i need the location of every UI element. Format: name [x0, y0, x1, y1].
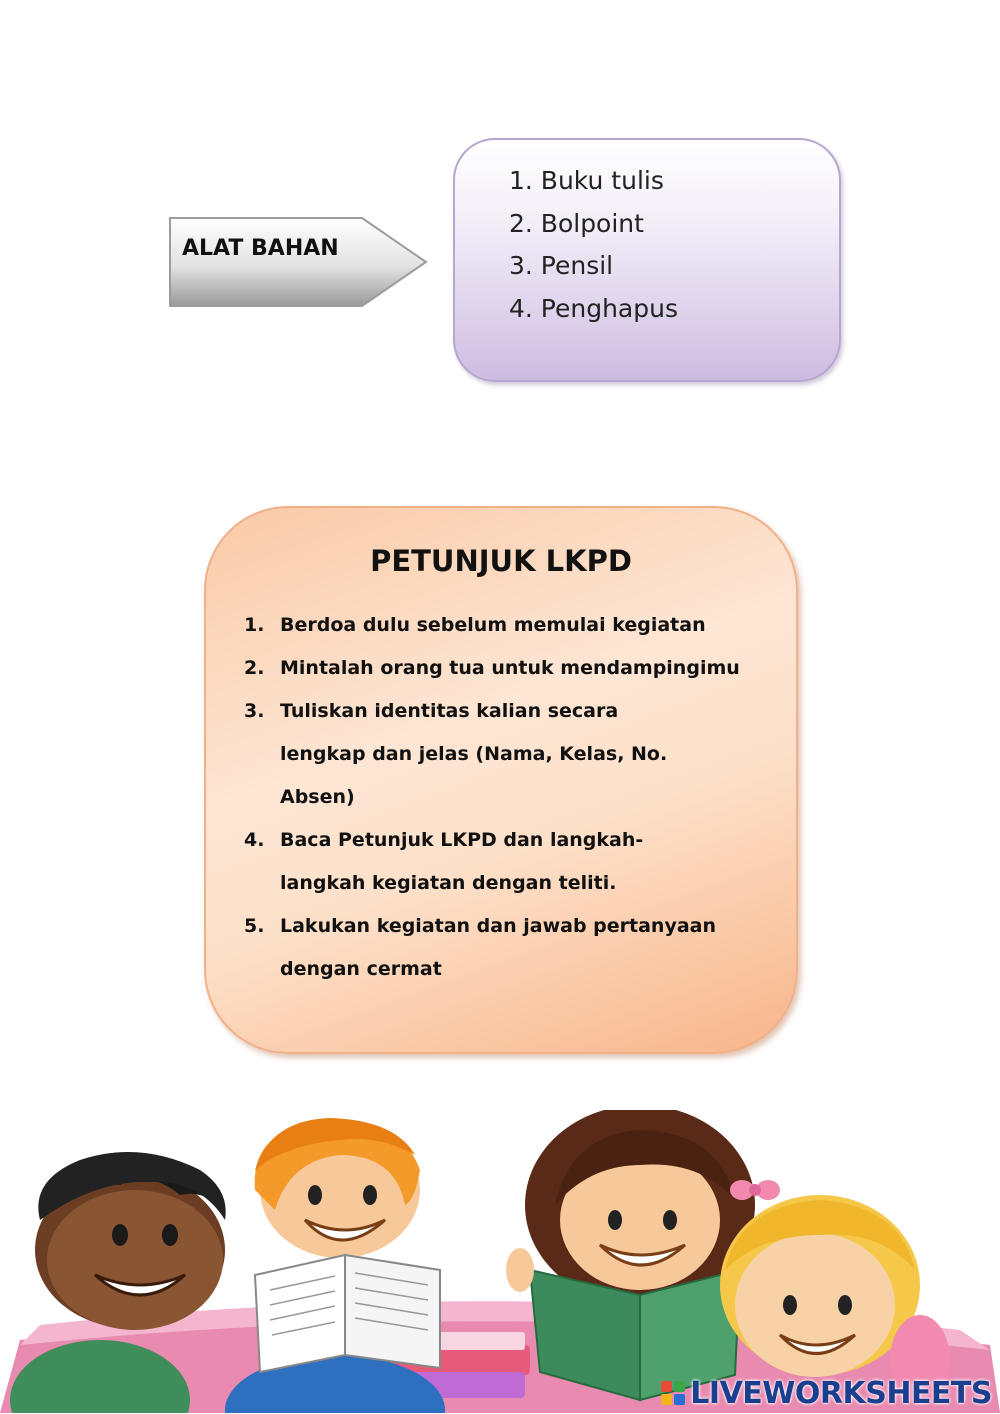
alat-bahan-arrow	[168, 216, 430, 308]
step-number: 5.	[244, 915, 265, 937]
material-item: 2. Bolpoint	[509, 208, 644, 238]
step-text: Mintalah orang tua untuk mendampingimu	[280, 657, 740, 679]
liveworksheets-watermark	[660, 1376, 992, 1411]
step-text: Baca Petunjuk LKPD dan langkah-langkah kegiatan dengan teliti.	[280, 829, 644, 894]
petunjuk-card	[204, 506, 798, 1054]
watermark-text: LIVEWORKSHEETS	[690, 1376, 992, 1411]
step-text: Tuliskan identitas kalian secara lengkap dan jelas (Nama, Kelas, No. Absen)	[280, 700, 668, 808]
arrow-shape	[168, 216, 430, 308]
material-item: 1. Buku tulis	[509, 166, 664, 195]
step-item	[244, 647, 774, 690]
kids-reading-illustration	[0, 1110, 1000, 1413]
materials-box	[453, 138, 841, 382]
material-item: 4. Penghapus	[509, 293, 678, 323]
steps-list	[244, 604, 774, 991]
alat-bahan-label: ALAT BAHAN	[182, 236, 339, 261]
materials-list	[509, 160, 678, 330]
step-text: Lakukan kegiatan dan jawab pertanyaan dengan cermat	[280, 915, 717, 980]
bow-icon	[730, 1180, 780, 1200]
step-text: Berdoa dulu sebelum memulai kegiatan	[280, 614, 706, 636]
step-item	[244, 905, 760, 991]
step-number: 3.	[244, 700, 265, 722]
liveworksheets-logo-icon	[660, 1379, 686, 1405]
step-number: 1.	[244, 614, 265, 636]
step-number: 4.	[244, 829, 265, 851]
step-item	[244, 604, 774, 647]
step-item	[244, 819, 690, 905]
step-item	[244, 690, 710, 819]
step-number: 2.	[244, 657, 265, 679]
petunjuk-title: PETUNJUK LKPD	[370, 544, 632, 578]
material-item: 3. Pensil	[509, 251, 614, 280]
